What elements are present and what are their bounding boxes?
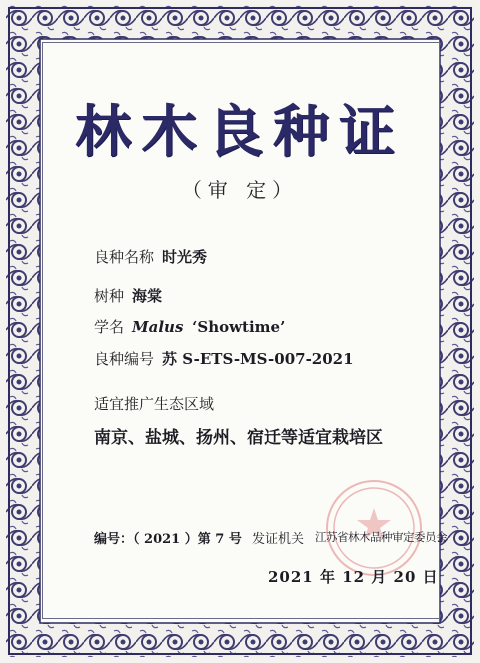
code-row [94,348,354,369]
species-label: 树种 [94,287,125,305]
document-number: 编号：（ 2021 ）第 7 号 [94,532,242,547]
variety-name-row [94,246,207,267]
certificate-title: 林木良种证 [75,99,405,165]
scientific-name-row [94,316,285,337]
issue-date: 2021 年 12 月 20 日 [268,568,439,586]
region-label-row [94,393,214,414]
species: 海棠 [132,287,163,305]
scientific-cultivar: ‘Showtime’ [192,318,286,336]
variety-name-label: 良种名称 [94,248,155,266]
issuing-authority: 江苏省林木品种审定委员会 [315,530,447,544]
variety-name: 时光秀 [162,248,208,266]
code-label: 良种编号 [94,350,155,368]
official-seal [326,480,422,576]
certificate-subtitle: （审 定） [181,178,299,202]
scientific-genus: Malus [132,318,184,336]
scientific-name-label: 学名 [94,318,125,336]
region-label: 适宜推广生态区域 [94,395,215,413]
species-row [94,285,162,306]
region-value: 南京、盐城、扬州、宿迁等适宜栽培区 [94,428,383,448]
issuer-label: 发证机关 [252,532,305,547]
variety-code: 苏 S-ETS-MS-007-2021 [162,350,354,368]
